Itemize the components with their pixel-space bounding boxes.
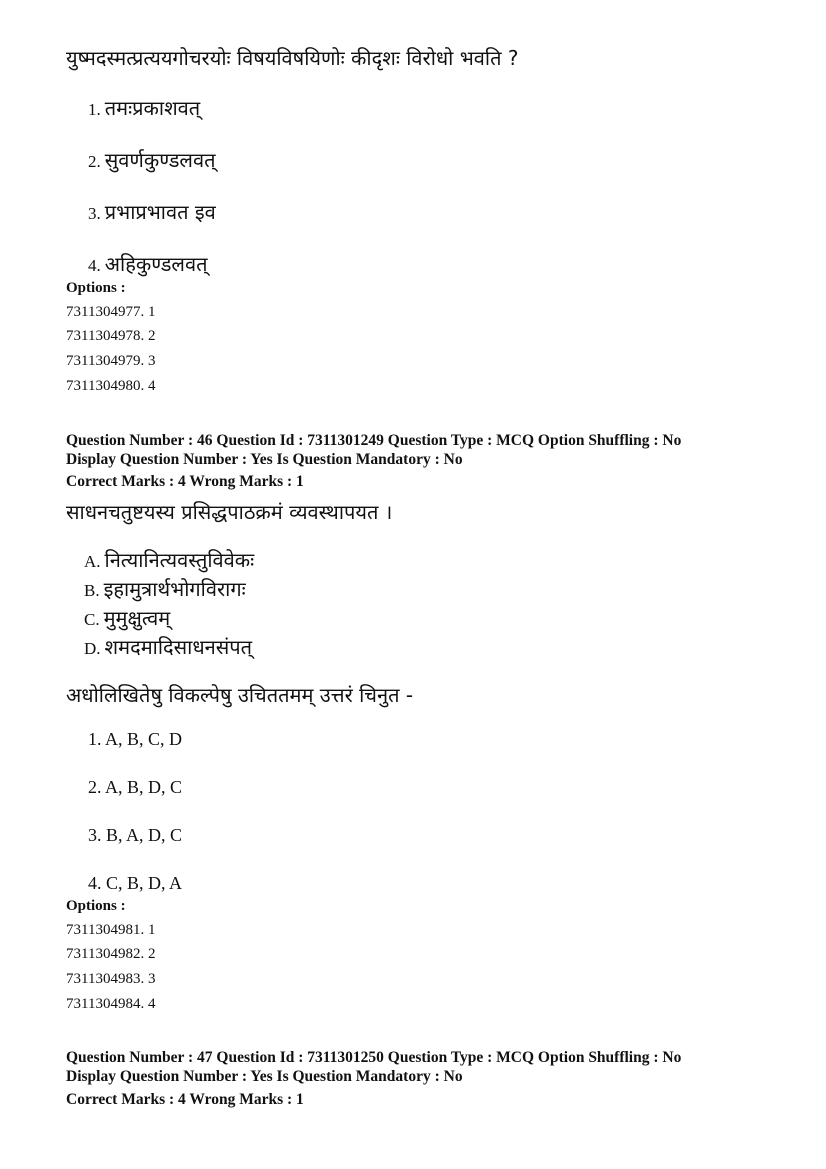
choice-text: A, B, C, D xyxy=(105,729,183,749)
option-id: 7311304980. 4 xyxy=(66,378,156,394)
choice-45-3 xyxy=(88,198,216,225)
choice-text: तमःप्रकाशवत् xyxy=(104,96,201,120)
choice-number: 3. xyxy=(88,825,102,845)
choice-number: 4. xyxy=(88,873,102,893)
item-text: इहामुत्रार्थभोगविरागः xyxy=(103,577,246,601)
choice-text: अहिकुण्डलवत् xyxy=(104,252,208,276)
item-letter: B. xyxy=(84,581,100,600)
question-46-meta-line-1: Question Number : 46 Question Id : 7311301249 Question Type : MCQ Option Shuffling : No xyxy=(66,432,682,449)
question-46-marks: Correct Marks : 4 Wrong Marks : 1 xyxy=(66,473,304,490)
option-id: 7311304983. 3 xyxy=(66,971,156,987)
item-text: शमदमादिसाधनसंपत् xyxy=(104,635,253,659)
choice-number: 1. xyxy=(88,100,101,119)
choice-45-1 xyxy=(88,94,200,121)
choice-text: B, A, D, C xyxy=(106,825,183,845)
choice-text: प्रभाप्रभावत इव xyxy=(104,200,216,224)
item-46-d xyxy=(84,633,252,660)
option-id: 7311304984. 4 xyxy=(66,996,156,1012)
option-id: 7311304978. 2 xyxy=(66,328,156,344)
choice-45-4 xyxy=(88,250,207,277)
question-46-instruction: अधोलिखितेषु विकल्पेषु उचिततमम् उत्तरं चिनुत - xyxy=(66,683,414,707)
choice-number: 2. xyxy=(88,777,102,797)
option-id: 7311304979. 3 xyxy=(66,353,156,369)
question-47-meta-line-2: Display Question Number : Yes Is Question Mandatory : No xyxy=(66,1068,463,1085)
choice-46-4 xyxy=(88,873,182,894)
choice-number: 4. xyxy=(88,256,101,275)
item-text: मुमुक्षुत्वम् xyxy=(103,606,171,630)
choice-45-2 xyxy=(88,146,216,173)
question-47-marks: Correct Marks : 4 Wrong Marks : 1 xyxy=(66,1091,304,1108)
choice-number: 2. xyxy=(88,152,101,171)
item-letter: C. xyxy=(84,610,100,629)
question-47-meta-line-1: Question Number : 47 Question Id : 7311301250 Question Type : MCQ Option Shuffling : No xyxy=(66,1049,682,1066)
option-id: 7311304982. 2 xyxy=(66,946,156,962)
choice-46-1 xyxy=(88,729,182,750)
choice-text: A, B, D, C xyxy=(105,777,183,797)
question-45-text: युष्मदस्मत्प्रत्ययगोचरयोः विषयविषयिणोः कीदृशः विरोधो भवति ? xyxy=(66,46,519,70)
choice-46-3 xyxy=(88,825,182,846)
choice-text: सुवर्णकुण्डलवत् xyxy=(104,148,216,172)
item-text: नित्यानित्यवस्तुविवेकः xyxy=(104,548,255,572)
choice-46-2 xyxy=(88,777,182,798)
item-46-b xyxy=(84,575,246,602)
question-46-text: साधनचतुष्टयस्य प्रसिद्धपाठक्रमं व्यवस्थापयत । xyxy=(66,500,393,524)
options-label: Options : xyxy=(66,280,126,296)
item-46-a xyxy=(84,546,254,573)
option-id: 7311304977. 1 xyxy=(66,304,156,320)
choice-number: 1. xyxy=(88,729,102,749)
question-46-meta-line-2: Display Question Number : Yes Is Question Mandatory : No xyxy=(66,451,463,468)
item-letter: A. xyxy=(84,552,101,571)
choice-number: 3. xyxy=(88,204,101,223)
item-46-c xyxy=(84,604,170,631)
choice-text: C, B, D, A xyxy=(106,873,183,893)
item-letter: D. xyxy=(84,639,101,658)
option-id: 7311304981. 1 xyxy=(66,922,156,938)
options-label: Options : xyxy=(66,898,126,914)
